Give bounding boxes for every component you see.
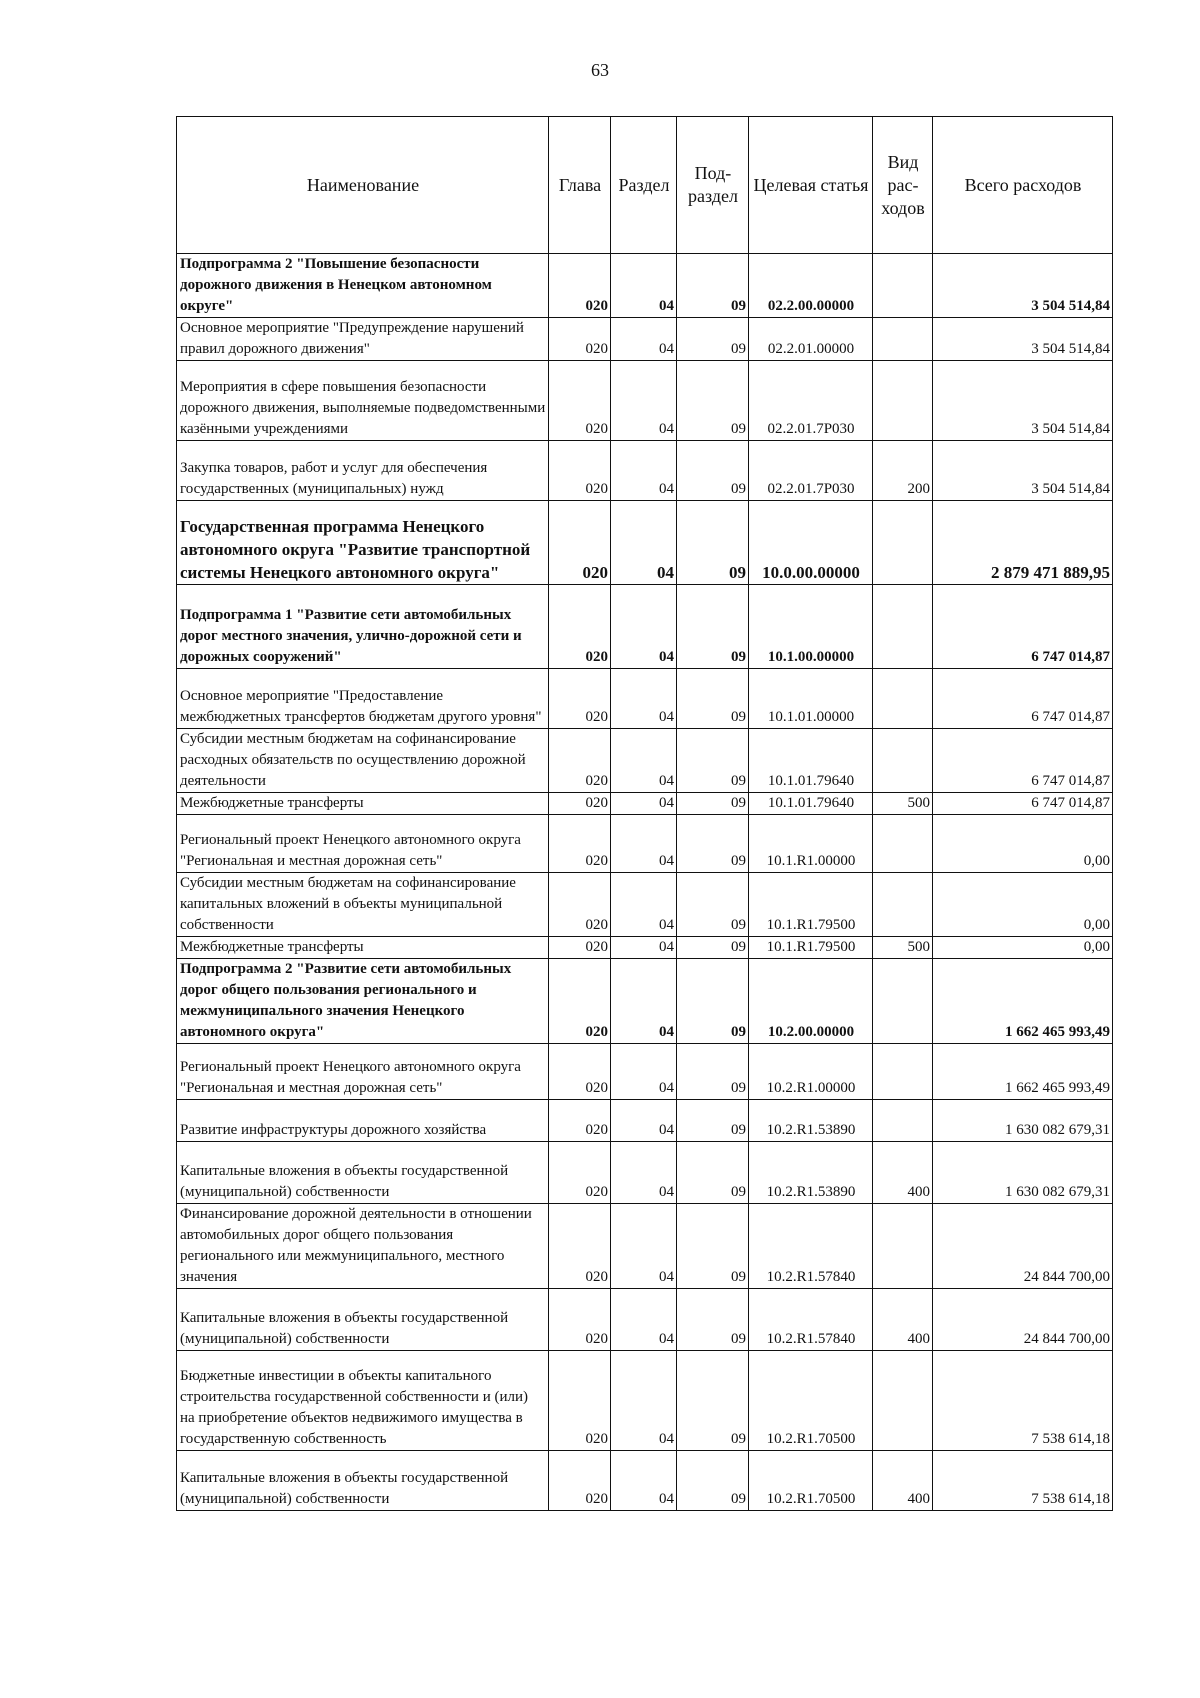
row-chapter: 020: [549, 1100, 611, 1142]
row-target: 10.2.R1.57840: [749, 1289, 873, 1351]
table-row: [177, 1044, 1113, 1100]
header-kind: Вид рас-ходов: [873, 117, 933, 254]
row-kind: 500: [873, 793, 933, 815]
row-chapter: 020: [549, 501, 611, 585]
row-subsection: 09: [677, 1289, 749, 1351]
row-total: 2 879 471 889,95: [933, 501, 1113, 585]
row-kind: [873, 729, 933, 793]
row-subsection: 09: [677, 361, 749, 441]
row-target: 02.2.01.00000: [749, 318, 873, 361]
header-chapter: Глава: [549, 117, 611, 254]
row-name: Подпрограмма 1 "Развитие сети автомобильных дорог местного значения, улично-дорожной сети и дорожных сооружений": [177, 585, 549, 669]
row-subsection: 09: [677, 937, 749, 959]
row-name: Субсидии местным бюджетам на софинансирование капитальных вложений в объекты муниципальной собственности: [177, 873, 549, 937]
row-subsection: 09: [677, 669, 749, 729]
header-total: Всего расходов: [933, 117, 1113, 254]
row-section: 04: [611, 937, 677, 959]
row-subsection: 09: [677, 873, 749, 937]
row-name: Региональный проект Ненецкого автономного округа "Региональная и местная дорожная сеть": [177, 1044, 549, 1100]
row-chapter: 020: [549, 873, 611, 937]
row-name: Закупка товаров, работ и услуг для обеспечения государственных (муниципальных) нужд: [177, 441, 549, 501]
row-chapter: 020: [549, 585, 611, 669]
row-target: 10.1.00.00000: [749, 585, 873, 669]
header-target: Целевая статья: [749, 117, 873, 254]
row-name: Капитальные вложения в объекты государственной (муниципальной) собственности: [177, 1451, 549, 1511]
row-chapter: 020: [549, 937, 611, 959]
row-name: Бюджетные инвестиции в объекты капитального строительства государственной собственности и (или) на приобретение объектов недвижимого имущества в государственную собственность: [177, 1351, 549, 1451]
row-kind: [873, 318, 933, 361]
row-target: 10.2.R1.57840: [749, 1204, 873, 1289]
row-subsection: 09: [677, 441, 749, 501]
row-kind: [873, 254, 933, 318]
row-subsection: 09: [677, 501, 749, 585]
row-section: 04: [611, 1289, 677, 1351]
row-total: 6 747 014,87: [933, 793, 1113, 815]
table-row: [177, 1100, 1113, 1142]
row-name: Финансирование дорожной деятельности в отношении автомобильных дорог общего пользования регионального или межмуниципального, местного значения: [177, 1204, 549, 1289]
row-kind: [873, 1100, 933, 1142]
row-total: 0,00: [933, 937, 1113, 959]
table-row: [177, 318, 1113, 361]
row-target: 02.2.00.00000: [749, 254, 873, 318]
row-subsection: 09: [677, 1451, 749, 1511]
row-total: 7 538 614,18: [933, 1451, 1113, 1511]
page-number: 63: [591, 60, 609, 80]
row-chapter: 020: [549, 793, 611, 815]
row-total: 0,00: [933, 815, 1113, 873]
row-chapter: 020: [549, 729, 611, 793]
row-target: 10.2.R1.53890: [749, 1100, 873, 1142]
table-row: [177, 793, 1113, 815]
row-total: 7 538 614,18: [933, 1351, 1113, 1451]
row-name: Основное мероприятие "Предоставление межбюджетных трансфертов бюджетам другого уровня": [177, 669, 549, 729]
row-subsection: 09: [677, 318, 749, 361]
row-target: 10.1.R1.79500: [749, 873, 873, 937]
table-row: [177, 959, 1113, 1044]
row-chapter: 020: [549, 1044, 611, 1100]
table-row: [177, 937, 1113, 959]
row-section: 04: [611, 1044, 677, 1100]
row-name: Подпрограмма 2 "Повышение безопасности дорожного движения в Ненецком автономном округе": [177, 254, 549, 318]
row-target: 10.1.01.00000: [749, 669, 873, 729]
row-total: 6 747 014,87: [933, 669, 1113, 729]
row-total: 1 662 465 993,49: [933, 959, 1113, 1044]
row-subsection: 09: [677, 815, 749, 873]
row-chapter: 020: [549, 441, 611, 501]
row-target: 10.2.R1.70500: [749, 1451, 873, 1511]
table-row: [177, 585, 1113, 669]
row-kind: 400: [873, 1289, 933, 1351]
row-kind: 400: [873, 1451, 933, 1511]
row-kind: [873, 1204, 933, 1289]
row-subsection: 09: [677, 254, 749, 318]
row-section: 04: [611, 501, 677, 585]
budget-table: [176, 116, 1113, 1511]
row-subsection: 09: [677, 793, 749, 815]
row-chapter: 020: [549, 815, 611, 873]
row-section: 04: [611, 318, 677, 361]
row-subsection: 09: [677, 1351, 749, 1451]
row-total: 24 844 700,00: [933, 1289, 1113, 1351]
header-section: Раздел: [611, 117, 677, 254]
row-subsection: 09: [677, 959, 749, 1044]
row-target: 10.1.R1.79500: [749, 937, 873, 959]
row-target: 10.2.R1.00000: [749, 1044, 873, 1100]
row-section: 04: [611, 793, 677, 815]
row-name: Субсидии местным бюджетам на софинансирование расходных обязательств по осуществлению дорожной деятельности: [177, 729, 549, 793]
row-chapter: 020: [549, 254, 611, 318]
row-name: Государственная программа Ненецкого автономного округа "Развитие транспортной системы Ненецкого автономного округа": [177, 501, 549, 585]
row-total: 3 504 514,84: [933, 254, 1113, 318]
table-row: [177, 873, 1113, 937]
row-section: 04: [611, 669, 677, 729]
row-section: 04: [611, 361, 677, 441]
row-total: 0,00: [933, 873, 1113, 937]
row-subsection: 09: [677, 1100, 749, 1142]
row-name: Капитальные вложения в объекты государственной (муниципальной) собственности: [177, 1289, 549, 1351]
row-target: 10.2.00.00000: [749, 959, 873, 1044]
row-subsection: 09: [677, 1142, 749, 1204]
row-section: 04: [611, 1204, 677, 1289]
row-target: 10.1.R1.00000: [749, 815, 873, 873]
row-name: Основное мероприятие "Предупреждение нарушений правил дорожного движения": [177, 318, 549, 361]
row-total: 24 844 700,00: [933, 1204, 1113, 1289]
row-name: Региональный проект Ненецкого автономного округа "Региональная и местная дорожная сеть": [177, 815, 549, 873]
row-section: 04: [611, 729, 677, 793]
row-name: Межбюджетные трансферты: [177, 793, 549, 815]
row-total: 1 662 465 993,49: [933, 1044, 1113, 1100]
row-section: 04: [611, 873, 677, 937]
row-section: 04: [611, 585, 677, 669]
row-target: 10.1.01.79640: [749, 793, 873, 815]
row-kind: 200: [873, 441, 933, 501]
table-row: [177, 1204, 1113, 1289]
row-subsection: 09: [677, 1204, 749, 1289]
table-row: [177, 729, 1113, 793]
row-section: 04: [611, 815, 677, 873]
table-row: [177, 669, 1113, 729]
row-total: 1 630 082 679,31: [933, 1142, 1113, 1204]
row-subsection: 09: [677, 585, 749, 669]
table-row: [177, 1142, 1113, 1204]
row-total: 3 504 514,84: [933, 318, 1113, 361]
row-section: 04: [611, 1100, 677, 1142]
row-chapter: 020: [549, 318, 611, 361]
row-subsection: 09: [677, 1044, 749, 1100]
row-kind: [873, 669, 933, 729]
header-name: Наименование: [177, 117, 549, 254]
row-name: Подпрограмма 2 "Развитие сети автомобильных дорог общего пользования регионального и межмуниципального значения Ненецкого автономного округа": [177, 959, 549, 1044]
row-chapter: 020: [549, 669, 611, 729]
row-section: 04: [611, 254, 677, 318]
row-section: 04: [611, 441, 677, 501]
row-section: 04: [611, 1351, 677, 1451]
row-chapter: 020: [549, 361, 611, 441]
row-kind: [873, 1044, 933, 1100]
row-name: Межбюджетные трансферты: [177, 937, 549, 959]
row-chapter: 020: [549, 1351, 611, 1451]
row-total: 3 504 514,84: [933, 441, 1113, 501]
row-kind: [873, 361, 933, 441]
row-chapter: 020: [549, 1451, 611, 1511]
row-name: Мероприятия в сфере повышения безопасности дорожного движения, выполняемые подведомственными казёнными учреждениями: [177, 361, 549, 441]
header-subsection: Под-раздел: [677, 117, 749, 254]
row-chapter: 020: [549, 1204, 611, 1289]
row-subsection: 09: [677, 729, 749, 793]
row-target: 02.2.01.7Р030: [749, 441, 873, 501]
row-total: 6 747 014,87: [933, 729, 1113, 793]
row-kind: [873, 815, 933, 873]
row-chapter: 020: [549, 1289, 611, 1351]
row-target: 10.2.R1.70500: [749, 1351, 873, 1451]
row-chapter: 020: [549, 1142, 611, 1204]
table-row: [177, 441, 1113, 501]
row-chapter: 020: [549, 959, 611, 1044]
row-total: 3 504 514,84: [933, 361, 1113, 441]
row-kind: [873, 501, 933, 585]
row-target: 10.0.00.00000: [749, 501, 873, 585]
table-row: [177, 1451, 1113, 1511]
table-row: [177, 1351, 1113, 1451]
row-section: 04: [611, 1142, 677, 1204]
table-row: [177, 815, 1113, 873]
row-section: 04: [611, 1451, 677, 1511]
row-kind: [873, 585, 933, 669]
row-total: 6 747 014,87: [933, 585, 1113, 669]
row-name: Развитие инфраструктуры дорожного хозяйства: [177, 1100, 549, 1142]
row-kind: [873, 873, 933, 937]
row-section: 04: [611, 959, 677, 1044]
row-kind: [873, 1351, 933, 1451]
table-row: [177, 1289, 1113, 1351]
table-row: [177, 501, 1113, 585]
table-row: [177, 361, 1113, 441]
row-kind: [873, 959, 933, 1044]
row-target: 02.2.01.7Р030: [749, 361, 873, 441]
row-kind: 500: [873, 937, 933, 959]
row-name: Капитальные вложения в объекты государственной (муниципальной) собственности: [177, 1142, 549, 1204]
header-row: [177, 117, 1113, 254]
row-kind: 400: [873, 1142, 933, 1204]
row-target: 10.1.01.79640: [749, 729, 873, 793]
row-target: 10.2.R1.53890: [749, 1142, 873, 1204]
table-row: [177, 254, 1113, 318]
row-total: 1 630 082 679,31: [933, 1100, 1113, 1142]
